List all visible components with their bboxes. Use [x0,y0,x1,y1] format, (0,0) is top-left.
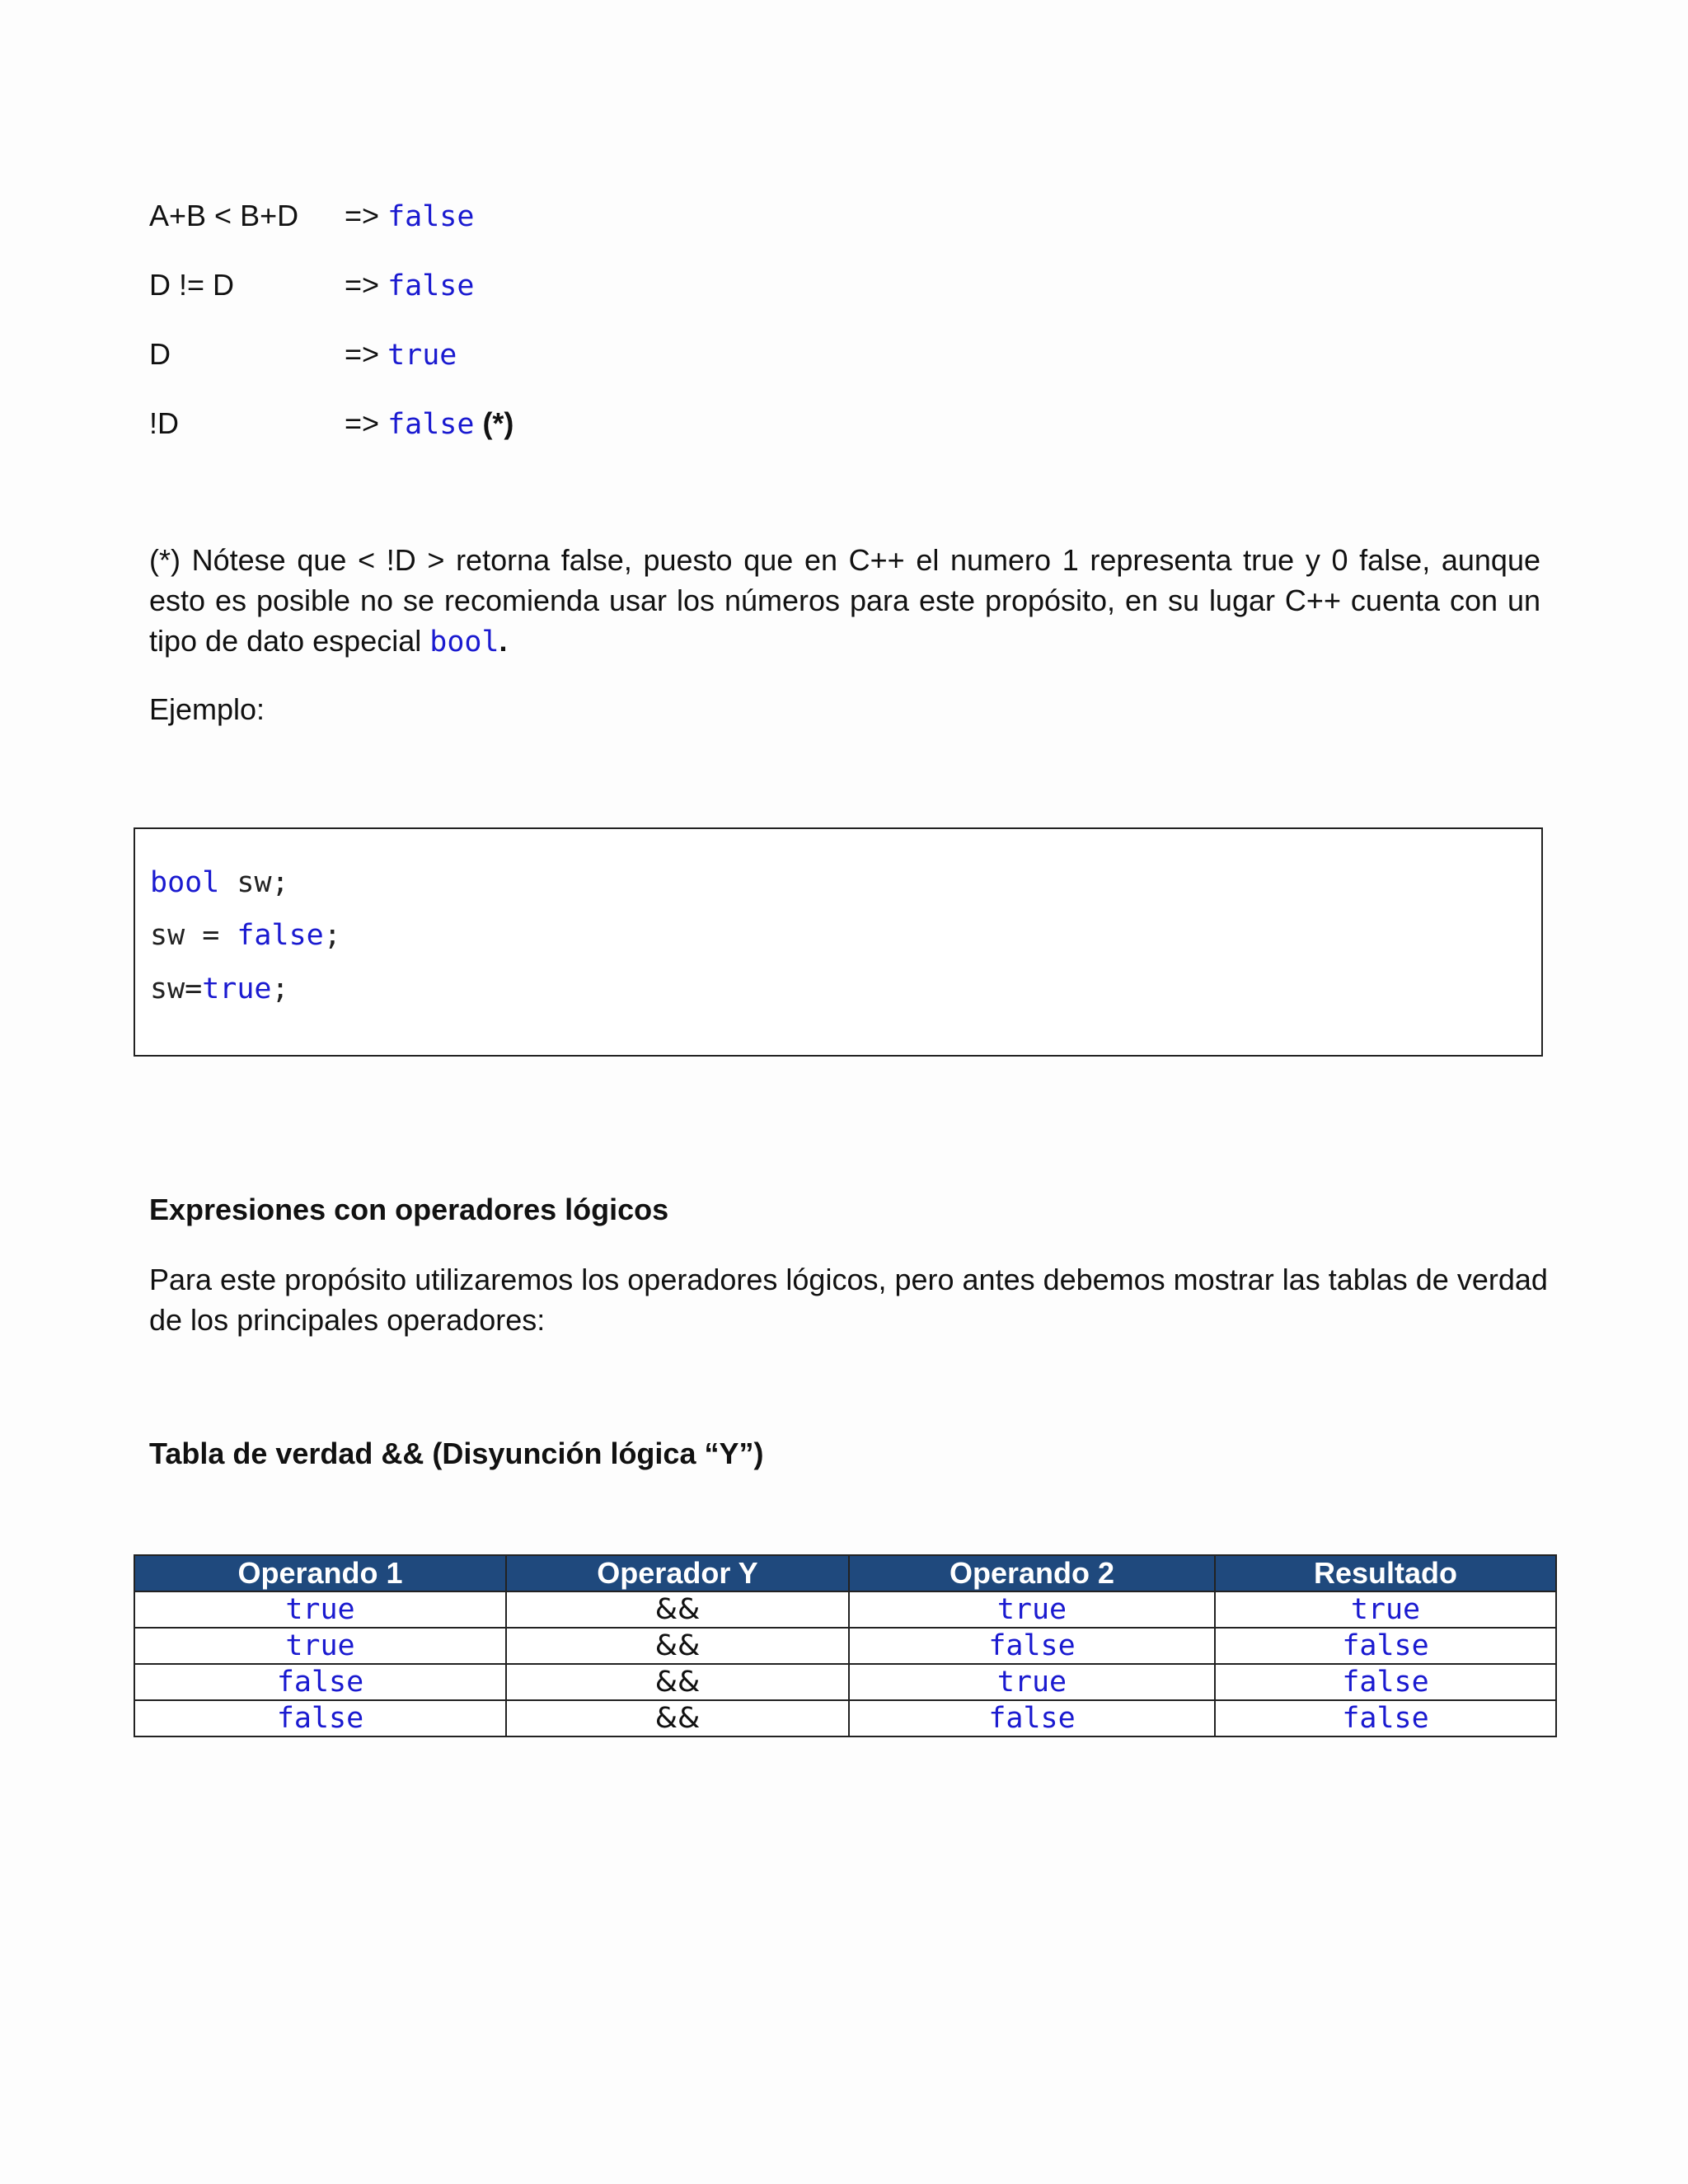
expression-result [345,198,474,235]
code-text: ; [271,972,289,1005]
note-paragraph [149,540,1540,663]
table-cell: true [849,1664,1215,1700]
code-line [150,865,289,901]
result-keyword: true [387,339,457,372]
expression-result [345,267,474,304]
table-cell: false [134,1700,506,1736]
column-header: Operando 1 [134,1555,506,1591]
expression-text: A+B < B+D [149,199,299,232]
table-cell: false [849,1700,1215,1736]
table-header-row [134,1555,1556,1591]
code-keyword: false [237,919,324,952]
table-cell: false [134,1664,506,1700]
table-cell: true [849,1591,1215,1628]
table-cell: false [1215,1700,1556,1736]
section-paragraph: Para este propósito utilizaremos los operadores lógicos, pero antes debemos mostrar las tablas de verdad de los principales operadores: [149,1263,1548,1337]
table-cell: false [1215,1664,1556,1700]
table-cell: && [506,1700,849,1736]
code-text: ; [323,919,341,952]
expression-result [345,336,457,373]
column-header: Operador Y [506,1555,849,1591]
expression-row [149,336,1138,373]
table-cell: && [506,1628,849,1664]
note-text: (*) Nótese que < !D > retorna false, puesto que en C++ el numero 1 representa true y 0 false, aunque esto es posible no se recomienda usar los números para este propósito, en su lugar C++ cuenta con un tipo de dato especial [149,543,1540,658]
table-cell: && [506,1591,849,1628]
table-cell: false [849,1628,1215,1664]
table-cell: true [134,1591,506,1628]
expression-result [345,405,513,443]
table-cell: && [506,1664,849,1700]
result-keyword: false [387,269,475,302]
expression-row [149,198,1138,234]
table-heading: Tabla de verdad && (Disyunción lógica “Y”) [149,1436,764,1470]
example-label: Ejemplo: [149,692,265,726]
table-row [134,1591,1556,1628]
expression-row [149,405,1138,442]
arrow-symbol: => [345,268,380,302]
arrow-symbol: => [345,199,380,232]
code-line [150,971,289,1007]
table-row [134,1700,1556,1736]
code-line [150,917,341,954]
result-keyword: false [387,200,475,233]
arrow-symbol: => [345,406,380,440]
code-text: sw = [150,919,237,952]
expression-text: D [149,337,171,371]
section-heading: Expresiones con operadores lógicos [149,1193,669,1226]
expression-text: D != D [149,268,235,302]
footnote-marker: (*) [482,406,514,440]
code-text: sw; [219,866,289,899]
result-keyword: false [387,408,475,441]
table-cell: true [1215,1591,1556,1628]
code-keyword: true [202,972,272,1005]
arrow-symbol: => [345,337,380,371]
truth-table [134,1554,1557,1737]
table-row [134,1664,1556,1700]
code-text: sw= [150,972,203,1005]
expression-row [149,267,1138,303]
table-row [134,1628,1556,1664]
code-block [134,827,1543,1057]
note-end: . [499,624,508,658]
column-header: Operando 2 [849,1555,1215,1591]
code-keyword: bool [150,866,220,899]
expression-text: !D [149,406,179,440]
table-cell: false [1215,1628,1556,1664]
column-header: Resultado [1215,1555,1556,1591]
bool-keyword: bool [429,626,499,658]
table-cell: true [134,1628,506,1664]
